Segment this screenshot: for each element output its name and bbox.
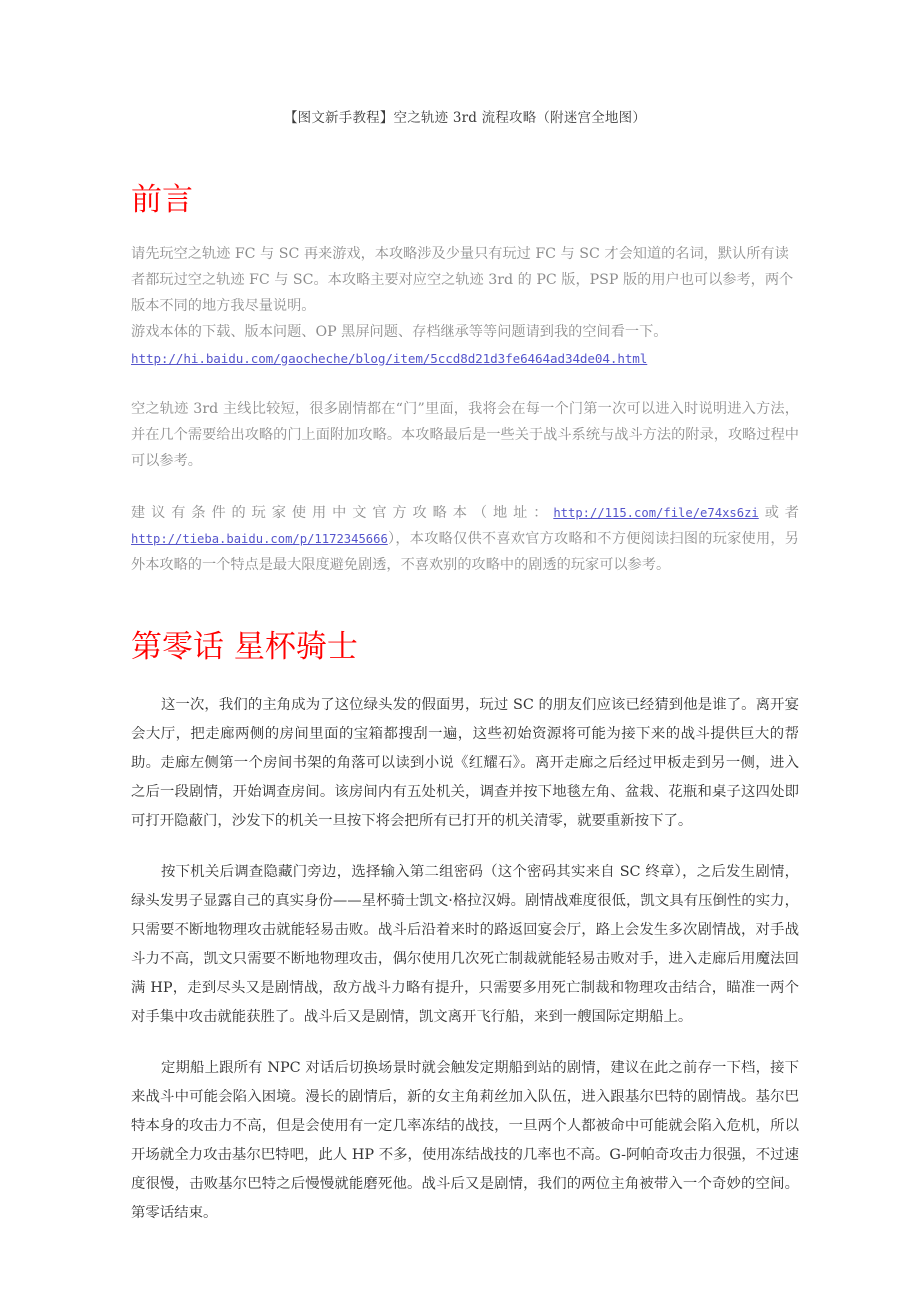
document-content [131, 0, 799, 1228]
guide-book-text-or: 或者 [758, 504, 799, 521]
section-heading-chapter-zero: 第零话 星杯骑士 [131, 628, 358, 665]
section-heading-preface: 前言 [131, 181, 193, 218]
guide-book-text-lead: 建议有条件的玩家使用中文官方攻略本（地址： [131, 504, 554, 521]
guide-book-link-tieba[interactable]: http://tieba.baidu.com/p/1172345666 [131, 531, 388, 546]
preface-paragraph-1: 请先玩空之轨迹 FC 与 SC 再来游戏，本攻略涉及少量只有玩过 FC 与 SC 才会知道的名词，默认所有读者都玩过空之轨迹 FC 与 SC。本攻略主要对应空之轨迹 3rd 的 PC 版，PSP 版的用户也可以参考，两个版本不同的地方我尽量说明。 [131, 245, 794, 314]
guide-book-text-tail: ），本攻略仅供不喜欢官方攻略和不方便阅读扫图的玩家使用，另外本攻略的一个特点是最大限度避免剧透，不喜欢别的攻略中的剧透的玩家可以参考。 [131, 530, 799, 573]
baidu-space-link[interactable]: http://hi.baidu.com/gaocheche/blog/item/5ccd8d21d3fe6464ad34de04.html [131, 350, 648, 366]
chapter-paragraph-1: 这一次，我们的主角成为了这位绿头发的假面男，玩过 SC 的朋友们应该已经猜到他是谁了。离开宴会大厅，把走廊两侧的房间里面的宝箱都搜刮一遍，这些初始资源将可能为接下来的战斗提供巨大的帮助。走廊左侧第一个房间书架的角落可以读到小说《红耀石》。离开走廊之后经过甲板走到另一侧，进入之后一段剧情，开始调查房间。该房间内有五处机关，调查并按下地毯左角、盆栽、花瓶和桌子这四处即可打开隐蔽门，沙发下的机关一旦按下将会把所有已打开的机关清零，就要重新按下了。 [131, 697, 799, 830]
chapter-paragraph-3: 定期船上跟所有 NPC 对话后切换场景时就会触发定期船到站的剧情，建议在此之前存一下档，接下来战斗中可能会陷入困境。漫长的剧情后，新的女主角莉丝加入队伍，进入跟基尔巴特的剧情战。基尔巴特本身的攻击力不高，但是会使用有一定几率冻结的战技，一旦两个人都被命中可能就会陷入危机，所以开场就全力攻击基尔巴特吧，此人 HP 不多，使用冻结战技的几率也不高。G-阿帕奇攻击力很强，不过速度很慢，击败基尔巴特之后慢慢就能磨死他。战斗后又是剧情，我们的两位主角被带入一个奇妙的空间。第零话结束。 [131, 1060, 799, 1222]
preface-paragraph-4-line [131, 500, 799, 526]
guide-book-link-115[interactable]: http://115.com/file/e74xs6zi [553, 505, 759, 520]
preface-paragraph-2: 游戏本体的下载、版本问题、OP 黑屏问题、存档继承等等问题请到我的空间看一下。 [131, 323, 668, 340]
page-title: 【图文新手教程】空之轨迹 3rd 流程攻略（附迷宫全地图） [283, 110, 647, 126]
chapter-paragraph-2: 按下机关后调查隐藏门旁边，选择输入第二组密码（这个密码其实来自 SC 终章），之后发生剧情，绿头发男子显露自己的真实身份——星杯骑士凯文·格拉汉姆。剧情战难度很低，凯文具有压倒性的实力，只需要不断地物理攻击就能轻易击败。战斗后沿着来时的路返回宴会厅，路上会发生多次剧情战，对手战斗力不高，凯文只需要不断地物理攻击，偶尔使用几次死亡制裁就能轻易击败对手，进入走廊后用魔法回满 HP，走到尽头又是剧情战，敌方战斗力略有提升，只需要多用死亡制裁和物理攻击结合，瞄准一两个对手集中攻击就能获胜了。战斗后又是剧情，凯文离开飞行船，来到一艘国际定期船上。 [131, 864, 799, 1026]
preface-paragraph-4 [131, 474, 799, 578]
preface-link-row [131, 345, 799, 370]
preface-paragraph-3: 空之轨迹 3rd 主线比较短，很多剧情都在“门”里面，我将会在每一个门第一次可以进入时说明进入方法，并在几个需要给出攻略的门上面附加攻略。本攻略最后是一些关于战斗系统与战斗方法的附录，攻略过程中可以参考。 [131, 400, 799, 469]
